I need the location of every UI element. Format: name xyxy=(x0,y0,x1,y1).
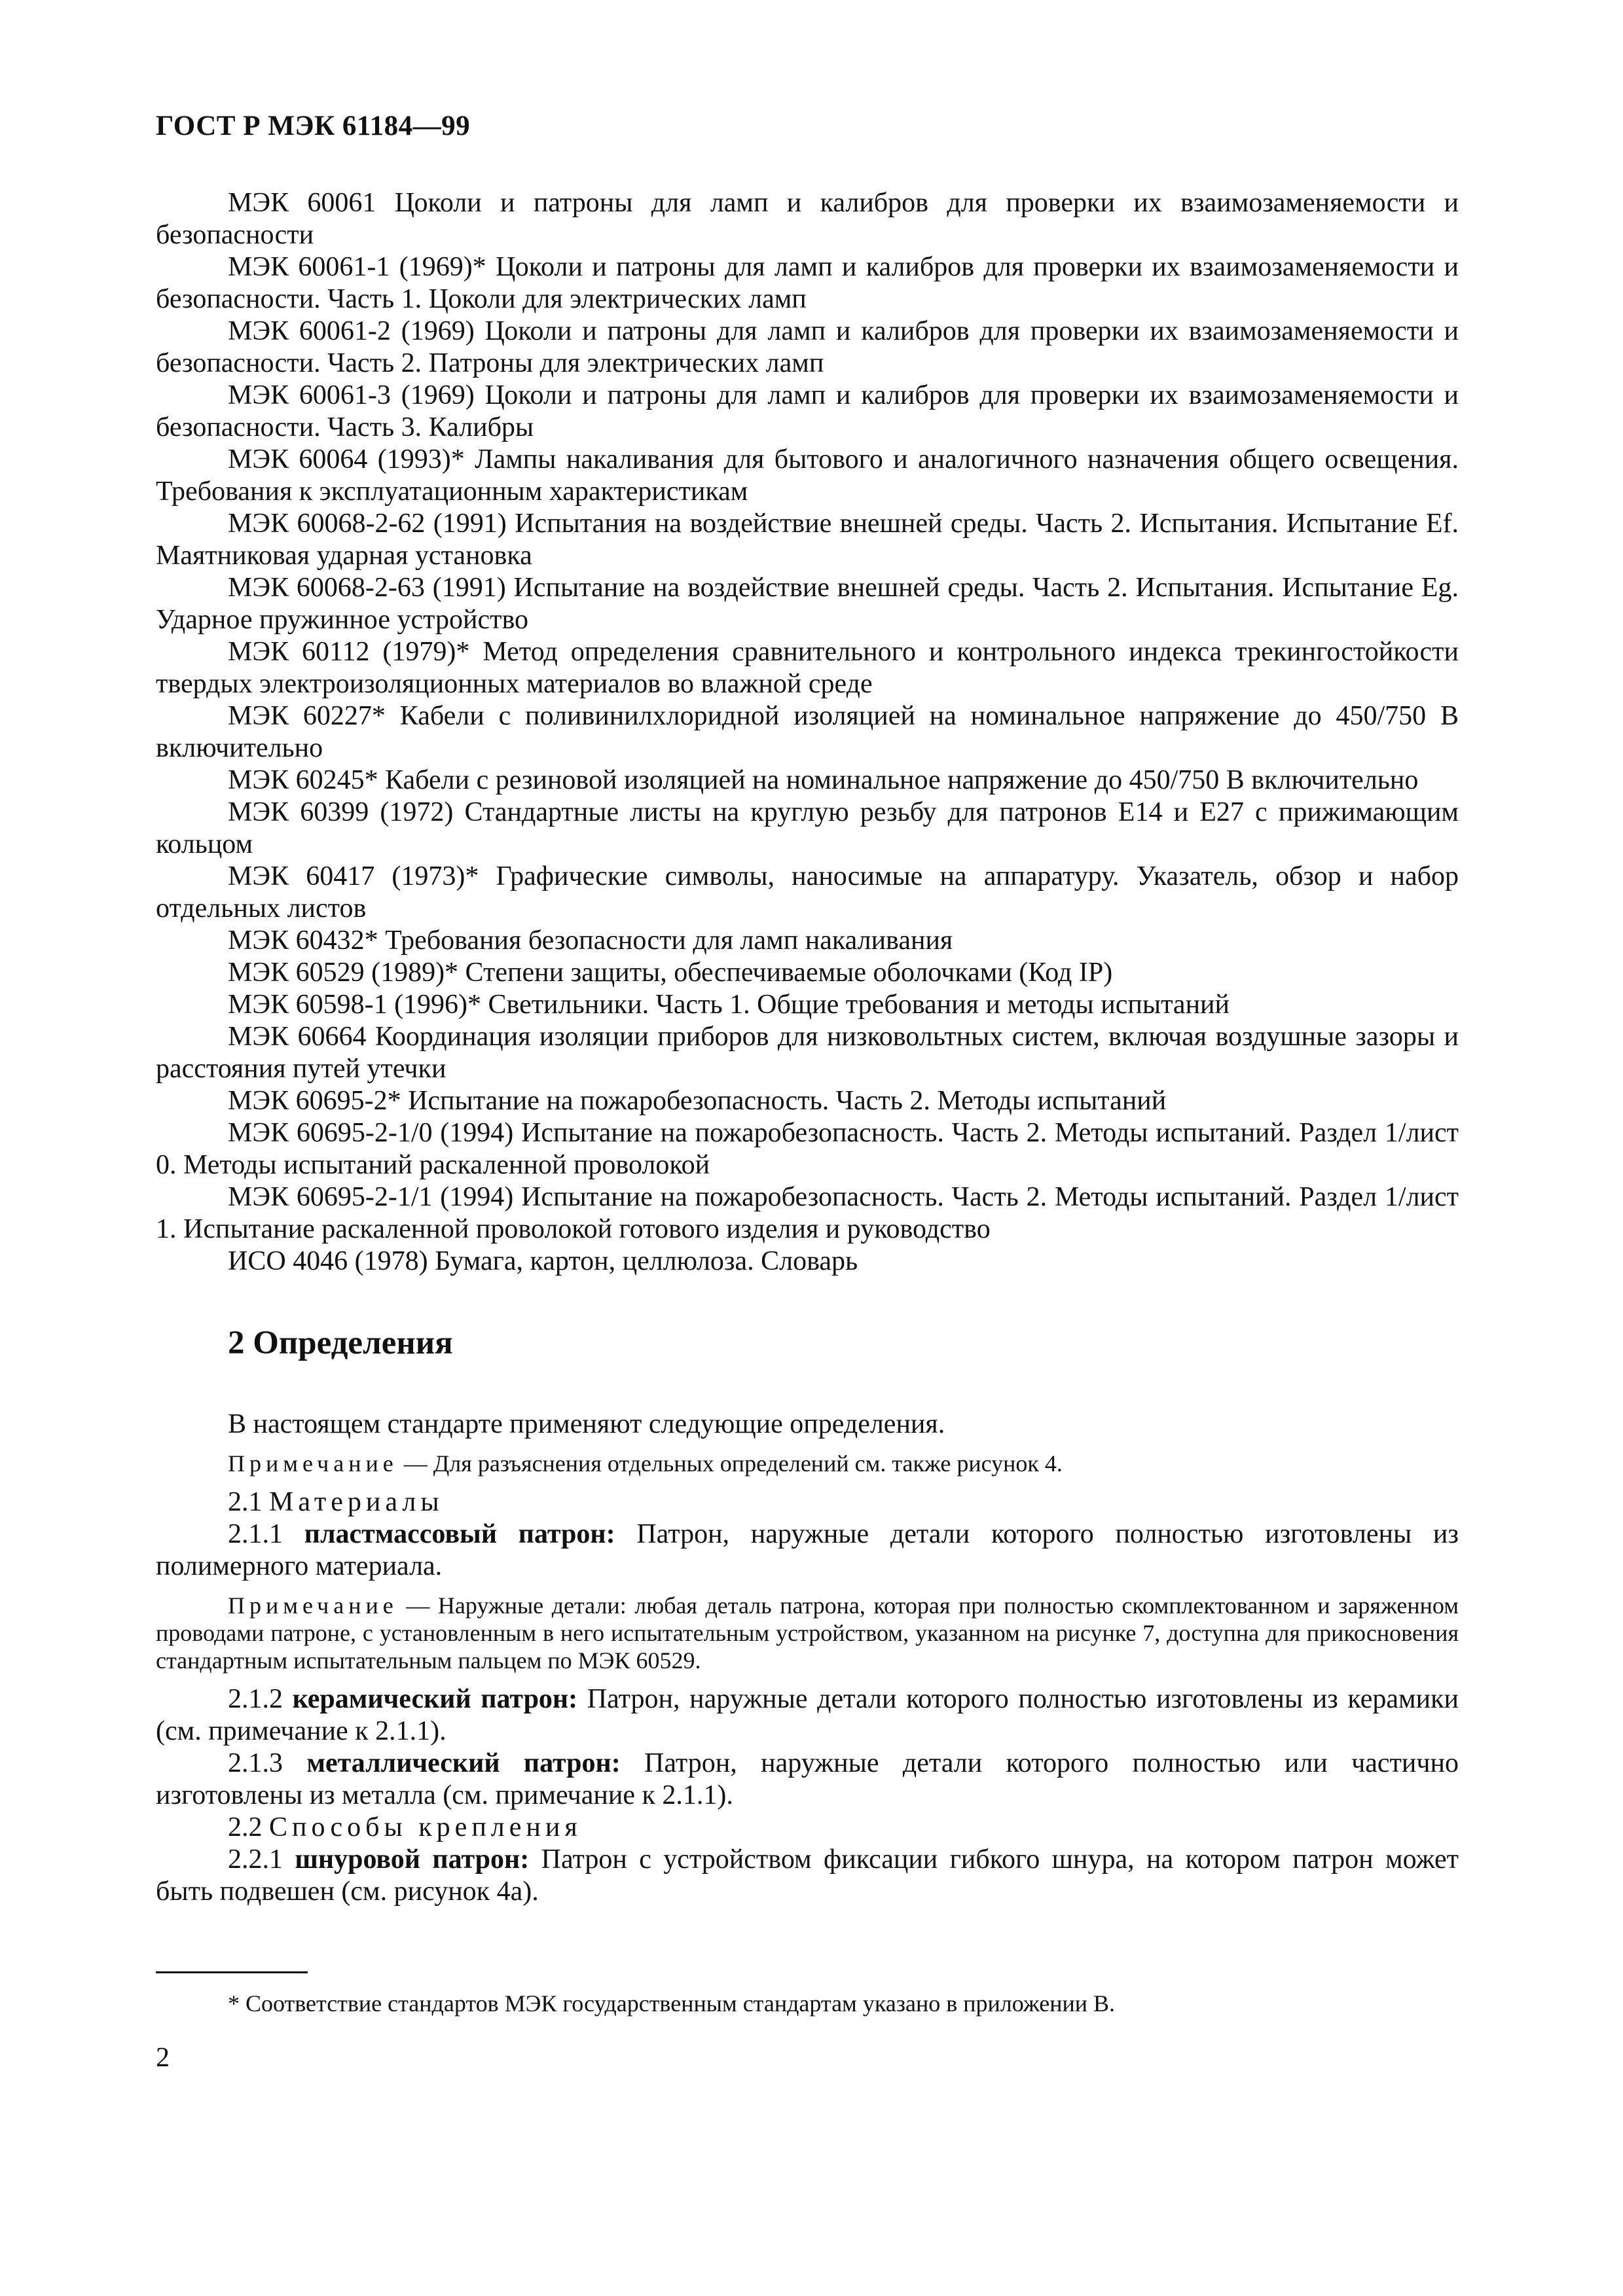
reference-item: МЭК 60417 (1973)* Графические символы, наносимые на аппаратуру. Указатель, обзор и набор отдельных листов xyxy=(156,861,1459,924)
clause-number: 2.1.2 xyxy=(228,1684,293,1714)
subsection-number: 2.2 xyxy=(228,1812,269,1842)
reference-item: МЭК 60695-2-1/1 (1994) Испытание на пожаробезопасность. Часть 2. Методы испытаний. Раздел 1/лист 1. Испытание раскаленной проволокой готового изделия и руководство xyxy=(156,1182,1459,1244)
reference-item: МЭК 60695-2* Испытание на пожаробезопасность. Часть 2. Методы испытаний xyxy=(228,1086,1167,1116)
clause-number: 2.2.1 xyxy=(228,1844,295,1874)
section-intro: В настоящем стандарте применяют следующие определения. xyxy=(228,1409,945,1439)
note xyxy=(156,1592,1459,1674)
defined-term: керамический патрон: xyxy=(292,1684,578,1714)
subsection-title: Материалы xyxy=(269,1487,444,1517)
footnote-divider xyxy=(156,1971,308,1973)
definition xyxy=(156,1748,1459,1812)
reference-item: МЭК 60061 Цоколи и патроны для ламп и калибров для проверки их взаимозаменяемости и безопасности xyxy=(156,188,1459,250)
section-title: 2 Определения xyxy=(228,1325,453,1361)
reference-item: МЭК 60695-2-1/0 (1994) Испытание на пожаробезопасность. Часть 2. Методы испытаний. Раздел 1/лист 0. Методы испытаний раскаленной проволокой xyxy=(156,1118,1459,1180)
note-label: Примечание xyxy=(228,1450,398,1477)
note-text: — Для разъяснения отдельных определений см. также рисунок 4. xyxy=(397,1450,1063,1477)
reference-item: МЭК 60664 Координация изоляции приборов для низковольтных систем, включая воздушные зазоры и расстояния путей утечки xyxy=(156,1022,1459,1084)
defined-term: шнуровой патрон: xyxy=(295,1844,530,1874)
definition-text: Патрон, наружные детали которого полностью изготовлены из полимерного материала. xyxy=(156,1519,1459,1581)
footnote: * Соответствие стандартов МЭК государственным стандартам указано в приложении В. xyxy=(228,1990,1116,2017)
reference-item: МЭК 60061-2 (1969) Цоколи и патроны для ламп и калибров для проверки их взаимозаменяемости и безопасности. Часть 2. Патроны для электрических ламп xyxy=(156,316,1459,378)
reference-item: МЭК 60061-1 (1969)* Цоколи и патроны для ламп и калибров для проверки их взаимозаменяемости и безопасности. Часть 1. Цоколи для электрических ламп xyxy=(156,252,1459,314)
subsection-number: 2.1 xyxy=(228,1487,269,1517)
clause-number: 2.1.3 xyxy=(228,1748,307,1778)
reference-item: МЭК 60245* Кабели с резиновой изоляцией на номинальное напряжение до 450/750 В включительно xyxy=(228,765,1419,795)
defined-term: металлический патрон: xyxy=(306,1748,621,1778)
reference-item: МЭК 60227* Кабели с поливинилхлоридной изоляцией на номинальное напряжение до 450/750 В включительно xyxy=(156,701,1459,763)
reference-item: МЭК 60061-3 (1969) Цоколи и патроны для ламп и калибров для проверки их взаимозаменяемости и безопасности. Часть 3. Калибры xyxy=(156,380,1459,442)
document-header: ГОСТ Р МЭК 61184—99 xyxy=(156,111,471,141)
reference-item: МЭК 60068-2-62 (1991) Испытания на воздействие внешней среды. Часть 2. Испытания. Испытание Ef. Маятниковая ударная установка xyxy=(156,509,1459,571)
reference-item: МЭК 60112 (1979)* Метод определения сравнительного и контрольного индекса трекингостойкости твердых электроизоляционных материалов во влажной среде xyxy=(156,637,1459,699)
clause-number: 2.1.1 xyxy=(228,1519,304,1549)
subsection-heading xyxy=(156,1486,1459,1518)
reference-item: МЭК 60064 (1993)* Лампы накаливания для бытового и аналогичного назначения общего освещения. Требования к эксплуатационным характеристикам xyxy=(156,444,1459,507)
definition xyxy=(156,1518,1459,1583)
reference-item: МЭК 60068-2-63 (1991) Испытание на воздействие внешней среды. Часть 2. Испытания. Испытание Eg. Ударное пружинное устройство xyxy=(156,573,1459,635)
definition-text: Патрон, наружные детали которого полностью или частично изготовлены из металла (см. примечание к 2.1.1). xyxy=(156,1748,1459,1810)
reference-item: МЭК 60399 (1972) Стандартные листы на круглую резьбу для патронов E14 и E27 с прижимающим кольцом xyxy=(156,797,1459,859)
definition-text: Патрон с устройством фиксации гибкого шнура, на котором патрон может быть подвешен (см. рисунок 4а). xyxy=(156,1844,1459,1907)
subsection-heading xyxy=(156,1812,1459,1844)
page-content xyxy=(156,187,1459,1908)
defined-term: пластмассовый патрон: xyxy=(304,1519,615,1549)
definition-text: Патрон, наружные детали которого полностью изготовлены из керамики (см. примечание к 2.1.1). xyxy=(156,1684,1459,1746)
reference-item: ИСО 4046 (1978) Бумага, картон, целлюлоза. Словарь xyxy=(228,1246,858,1276)
note xyxy=(156,1450,1459,1477)
reference-item: МЭК 60598-1 (1996)* Светильники. Часть 1. Общие требования и методы испытаний xyxy=(228,990,1230,1020)
page-number: 2 xyxy=(156,2043,170,2073)
reference-item: МЭК 60432* Требования безопасности для ламп накаливания xyxy=(228,925,953,956)
subsection-title: Способы крепления xyxy=(269,1812,582,1842)
normative-references-list xyxy=(156,187,1459,1278)
definition xyxy=(156,1844,1459,1908)
reference-item: МЭК 60529 (1989)* Степени защиты, обеспечиваемые оболочками (Код IP) xyxy=(228,958,1113,988)
note-label: Примечание xyxy=(228,1592,398,1619)
definition xyxy=(156,1683,1459,1748)
note-text: — Наружные детали: любая деталь патрона, которая при полностью скомплектованном и заряженном проводами патроне, с установленным в него испытательным устройством, указанном на рисунке 7, доступна для прикосновения стандартным испытательным пальцем по МЭК 60529. xyxy=(156,1592,1459,1674)
